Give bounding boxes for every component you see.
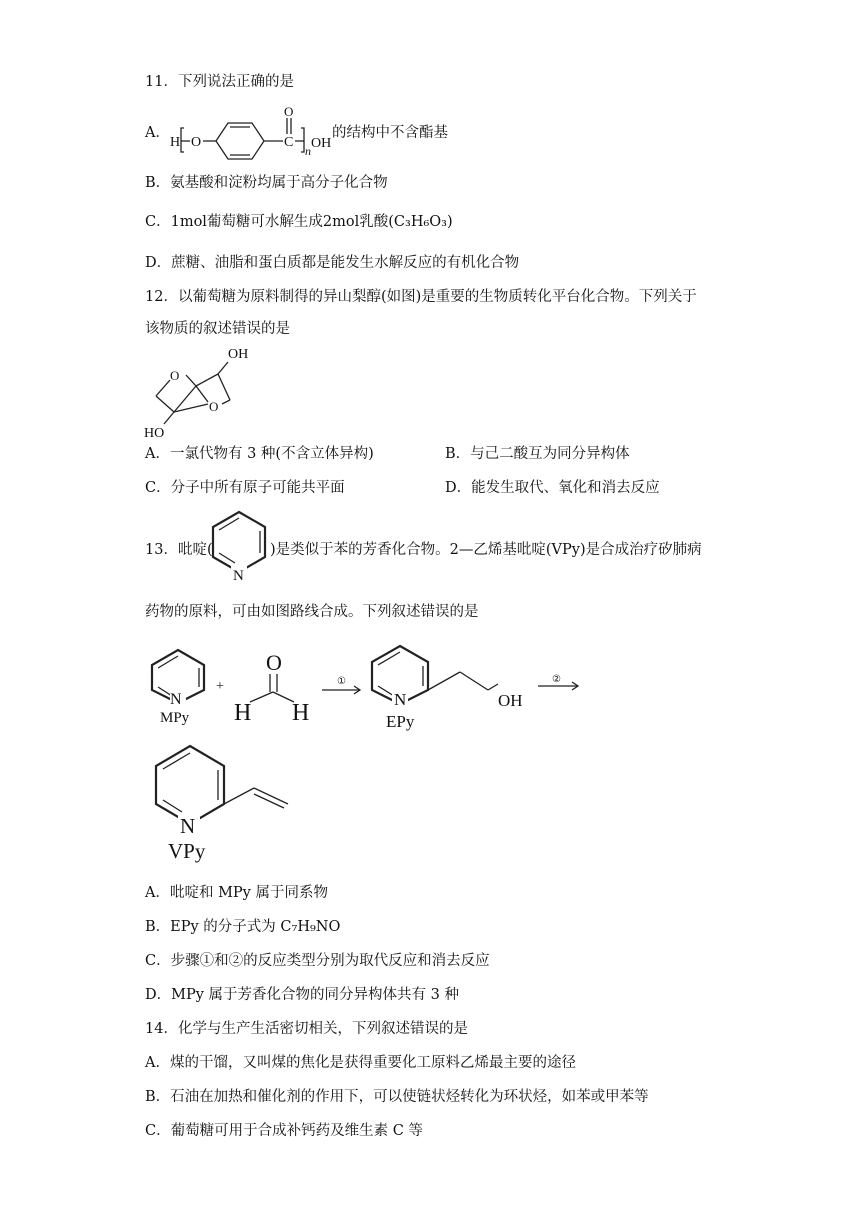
svg-text:MPy: MPy xyxy=(160,710,190,726)
q11-option-a-prefix: A． xyxy=(145,125,170,141)
svg-text:N: N xyxy=(233,568,244,584)
svg-text:O: O xyxy=(266,650,282,675)
q13-option-c: C．步骤①和②的反应类型分别为取代反应和消去反应 xyxy=(145,953,490,969)
svg-text:①: ① xyxy=(337,676,346,687)
svg-text:OH: OH xyxy=(498,691,523,710)
q14-option-c: C．葡萄糖可用于合成补钙药及维生素 C 等 xyxy=(145,1123,423,1139)
svg-text:H: H xyxy=(234,700,252,726)
svg-text:OH: OH xyxy=(311,136,332,151)
svg-text:O: O xyxy=(284,104,294,119)
svg-text:EPy: EPy xyxy=(386,712,415,731)
q11-option-d: D．蔗糖、油脂和蛋白质都是能发生水解反应的有机化合物 xyxy=(145,255,520,271)
q12-stem-line1: 12．以葡萄糖为原料制得的异山梨醇(如图)是重要的生物质转化平台化合物。下列关于 xyxy=(145,289,697,305)
svg-text:VPy: VPy xyxy=(168,839,206,863)
q13-option-d: D．MPy 属于芳香化合物的同分异构体共有 3 种 xyxy=(145,987,459,1003)
q11-option-a-text: 的结构中不含酯基 xyxy=(332,125,448,141)
q11-option-c: C．1mol葡萄糖可水解生成2mol乳酸(C₃H₆O₃) xyxy=(145,214,453,230)
svg-text:N: N xyxy=(180,814,196,838)
svg-text:O: O xyxy=(209,399,219,414)
svg-text:HO: HO xyxy=(144,426,165,441)
q12-option-c: C．分子中所有原子可能共平面 xyxy=(145,480,345,496)
q14-option-a: A．煤的干馏，又叫煤的焦化是获得重要化工原料乙烯最主要的途径 xyxy=(145,1055,576,1071)
svg-text:n: n xyxy=(305,144,311,158)
svg-text:②: ② xyxy=(552,674,561,685)
svg-text:+: + xyxy=(216,679,224,694)
q12-option-a: A．一氯代物有 3 种(不含立体异构) xyxy=(145,446,374,462)
q13-pyridine-inline xyxy=(205,508,273,584)
svg-text:OH: OH xyxy=(228,347,249,362)
q14-option-b: B．石油在加热和催化剂的作用下，可以使链状烃转化为环状烃，如苯或甲苯等 xyxy=(145,1089,649,1105)
svg-text:N: N xyxy=(170,691,182,708)
svg-text:H: H xyxy=(292,700,310,726)
q13-option-b: B．EPy 的分子式为 C₇H₉NO xyxy=(145,919,341,935)
q13-stem-line1-pre: 13．吡啶( xyxy=(145,542,213,558)
q13-stem-line2: 药物的原料，可由如图路线合成。下列叙述错误的是 xyxy=(145,604,479,620)
q13-option-a: A．吡啶和 MPy 属于同系物 xyxy=(145,885,328,901)
svg-text:O: O xyxy=(170,368,180,383)
svg-text:C: C xyxy=(284,135,294,150)
q12-stem-line2: 该物质的叙述错误的是 xyxy=(145,321,290,337)
q11-option-b: B．氨基酸和淀粉均属于高分子化合物 xyxy=(145,175,388,191)
q12-option-b: B．与己二酸互为同分异构体 xyxy=(445,446,630,462)
svg-text:H: H xyxy=(170,135,181,150)
q13-stem-line1-post: )是类似于苯的芳香化合物。2—乙烯基吡啶(VPy)是合成治疗矽肺病 xyxy=(270,542,702,558)
svg-text:N: N xyxy=(394,690,407,709)
q12-option-d: D．能发生取代、氧化和消去反应 xyxy=(445,480,660,496)
q12-isosorbide-structure xyxy=(142,342,262,442)
q11-stem: 11．下列说法正确的是 xyxy=(145,74,294,90)
q13-vpy-structure xyxy=(142,740,302,865)
q11-option-a-structure xyxy=(168,104,338,158)
q14-stem: 14．化学与生产生活密切相关，下列叙述错误的是 xyxy=(145,1021,468,1037)
q13-reaction-scheme xyxy=(142,640,602,735)
svg-text:O: O xyxy=(191,135,202,150)
